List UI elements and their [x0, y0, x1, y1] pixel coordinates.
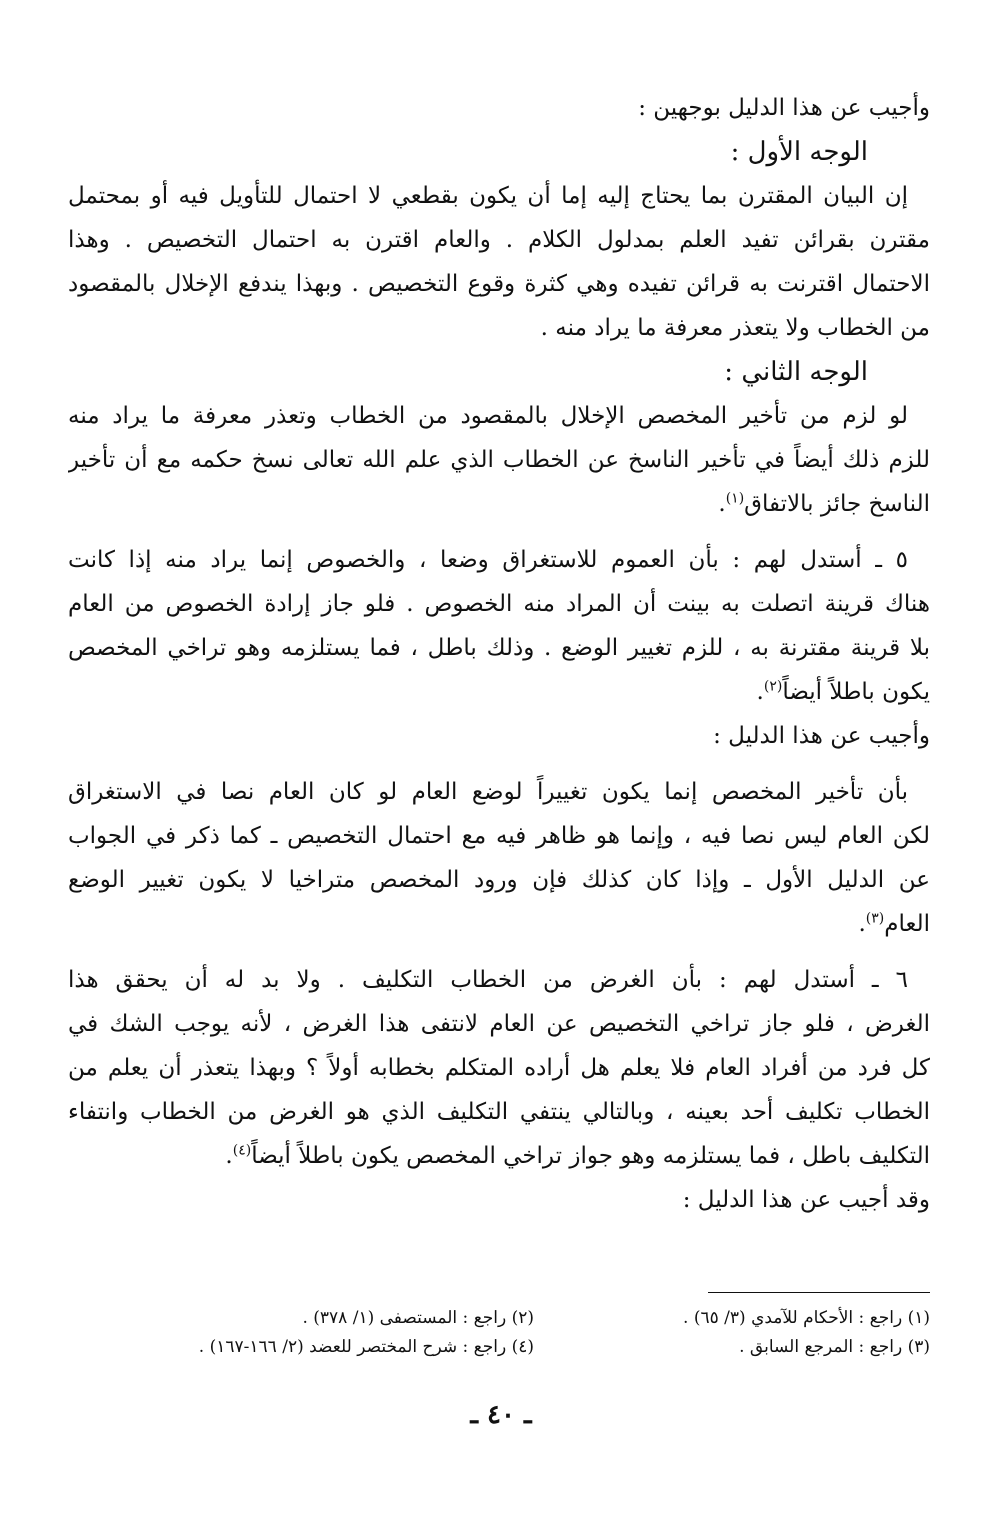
text-line: للزم ذلك أيضاً في تأخير الناسخ عن الخطاب الذي علم الله تعالى نسخ حكمه مع أن تأخير [68, 447, 930, 473]
text-line: من الخطاب ولا يتعذر معرفة ما يراد منه . [540, 315, 930, 341]
footnote-4: (٤) راجع : شرح المختصر للعضد (٢/ ١٦٦-١٦٧) . [198, 1337, 534, 1357]
text-line [68, 670, 930, 714]
line-end: . [756, 679, 764, 705]
text-line: هناك قرينة اتصلت به بينت أن المراد منه الخصوص . فلو جاز إرادة الخصوص من العام [68, 591, 930, 617]
footnote-divider [708, 1292, 930, 1293]
footnote-1: (١) راجع : الأحكام للآمدي (٣/ ٦٥) . [683, 1308, 930, 1328]
paragraph-argument-6 [68, 958, 930, 1178]
text-line: الغرض ، فلو جاز تراخي التخصيص عن العام لانتفى هذا الغرض ، لأنه يوجب الشك في [68, 1011, 930, 1037]
text-line [68, 902, 930, 946]
text-line: الخطاب تكليف أحد بعينه ، وبالتالي ينتفي التكليف الذي هو الغرض من الخطاب وانتفاء [68, 1099, 930, 1125]
heading-first-aspect: الوجه الأول : [730, 137, 868, 167]
text-line [68, 482, 930, 526]
footnote-row [70, 1304, 930, 1333]
text-line: عن الدليل الأول ـ وإذا كان كذلك فإن ورود المخصص متراخيا لا يكون تغيير الوضع [68, 867, 930, 893]
line-end: . [718, 491, 726, 517]
page-number: ـ ٤٠ ـ [470, 1400, 532, 1430]
footnote-ref: (١) [725, 490, 745, 507]
heading-second-aspect: الوجه الثاني : [724, 357, 868, 387]
footnote-ref: (٢) [763, 678, 783, 695]
paragraph-argument-5 [68, 538, 930, 714]
answer-line: وأجيب عن هذا الدليل : [713, 723, 930, 749]
text-line: ٦ ـ أستدل لهم : بأن الغرض من الخطاب التكليف . ولا بد له أن يحقق هذا [68, 967, 908, 993]
text-line: ٥ ـ أستدل لهم : بأن العموم للاستغراق وضعا ، والخصوص إنما يراد منه إذا كانت [68, 547, 908, 573]
spacer [68, 946, 930, 958]
text-line: بلا قرينة مقترنة به ، للزم تغيير الوضع . وذلك باطل ، فما يستلزمه وهو تراخي المخصص [68, 635, 930, 661]
footnote-2: (٢) راجع : المستصفى (١/ ٣٧٨) . [302, 1308, 534, 1328]
text-line: مقترن بقرائن تفيد العلم بمدلول الكلام . والعام اقترن به احتمال التخصيص . وهذا [68, 227, 930, 253]
line-text: العام [884, 911, 930, 937]
spacer [68, 758, 930, 770]
paragraph-second-aspect [68, 394, 930, 526]
line-text: الناسخ جائز بالاتفاق [744, 491, 930, 517]
text-line: بأن تأخير المخصص إنما يكون تغييراً لوضع العام لو كان العام نصا في الاستغراق [68, 779, 908, 805]
text-line: كل فرد من أفراد العام فلا يعلم هل أراده المتكلم بخطابه أولاً ؟ وبهذا يتعذر أن يعلم من [68, 1055, 930, 1081]
line-text: يكون باطلاً أيضاً [782, 679, 930, 705]
paragraph-first-aspect [68, 174, 930, 350]
line-end: . [225, 1143, 233, 1169]
answer-intro-line: وأجيب عن هذا الدليل بوجهين : [638, 95, 930, 121]
line-text: التكليف باطل ، فما يستلزمه وهو جواز تراخي المخصص يكون باطلاً أيضاً [251, 1143, 930, 1169]
text-line: لكن العام ليس نصا فيه ، وإنما هو ظاهر فيه مع احتمال التخصيص ـ كما ذكر في الجواب [68, 823, 930, 849]
footnote-row [70, 1333, 930, 1362]
footnote-ref: (٤) [232, 1142, 252, 1159]
line-end: . [858, 911, 866, 937]
footnote-ref: (٣) [865, 910, 885, 927]
text-line: لو لزم من تأخير المخصص الإخلال بالمقصود من الخطاب وتعذر معرفة ما يراد منه [68, 403, 908, 429]
text-line: الاحتمال اقترنت به قرائن تفيده وهي كثرة وقوع التخصيص . وبهذا يندفع الإخلال بالمقصود [68, 271, 930, 297]
footnotes [70, 1304, 930, 1362]
spacer [68, 526, 930, 538]
page-body [68, 86, 930, 1222]
text-line: إن البيان المقترن بما يحتاج إليه إما أن يكون بقطعي لا احتمال للتأويل فيه أو بمحتمل [68, 183, 908, 209]
footnote-3: (٣) راجع : المرجع السابق . [739, 1337, 930, 1357]
paragraph-answer-5 [68, 770, 930, 946]
answer-line: وقد أجيب عن هذا الدليل : [682, 1187, 930, 1213]
text-line [68, 1134, 930, 1178]
